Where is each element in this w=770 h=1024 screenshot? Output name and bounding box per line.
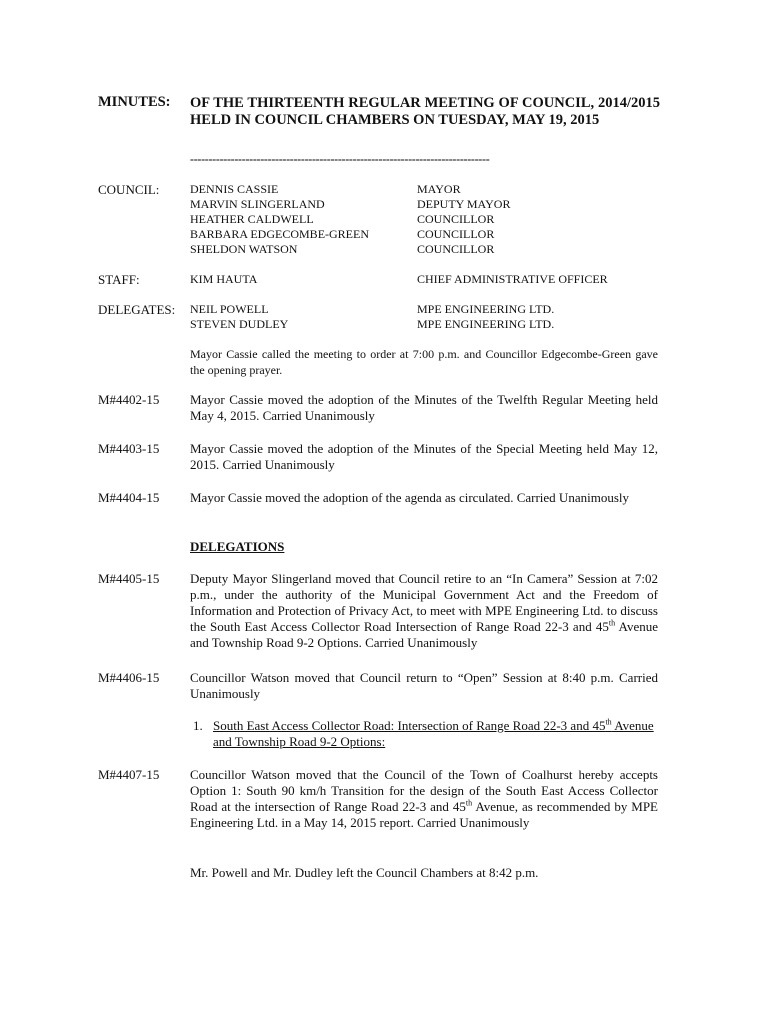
agenda-item-text-part: Avenue and Township Road 9-2 Options:: [213, 718, 654, 749]
council-member-name: SHELDON WATSON: [190, 242, 298, 256]
staff-member-title: CHIEF ADMINISTRATIVE OFFICER: [417, 272, 608, 286]
delegate-names: [190, 302, 288, 332]
header-title: OF THE THIRTEENTH REGULAR MEETING OF COUNCIL, 2014/2015 HELD IN COUNCIL CHAMBERS ON TUESDAY, MAY 19, 2015: [190, 95, 660, 128]
motion-text: Councillor Watson moved that Council return to “Open” Session at 8:40 p.m. Carried Unanimously: [190, 670, 658, 701]
motion-number: M#4407-15: [98, 767, 160, 782]
motion-number: M#4406-15: [98, 670, 160, 685]
motion-text: [190, 571, 658, 651]
council-member-name: DENNIS CASSIE: [190, 182, 279, 196]
call-to-order: Mayor Cassie called the meeting to order at 7:00 p.m. and Councillor Edgecombe-Green gave the opening prayer.: [190, 347, 658, 377]
motion-text: Mayor Cassie moved the adoption of the Minutes of the Twelfth Regular Meeting held May 4, 2015. Carried Unanimously: [190, 392, 658, 423]
agenda-item-text-part: South East Access Collector Road: Intersection of Range Road 22-3 and 45: [213, 718, 606, 733]
motion-text: Mayor Cassie moved the adoption of the Minutes of the Special Meeting held May 12, 2015. Carried Unanimously: [190, 441, 658, 472]
council-member-name: HEATHER CALDWELL: [190, 212, 314, 226]
council-member-title: DEPUTY MAYOR: [417, 197, 511, 211]
council-names: [190, 182, 369, 257]
motion-number: M#4402-15: [98, 392, 160, 407]
staff-titles: [417, 272, 608, 287]
motion-number: M#4404-15: [98, 490, 160, 505]
motion-text: [190, 767, 658, 831]
motion-text-part: Avenue, as recommended by MPE Engineering Ltd. in a May 14, 2015 report. Carried Unanimously: [190, 799, 658, 830]
delegate-name: STEVEN DUDLEY: [190, 317, 289, 331]
council-label: COUNCIL:: [98, 182, 160, 197]
ordinal-suffix: th: [465, 798, 473, 808]
delegations-heading: DELEGATIONS: [190, 539, 285, 554]
council-member-title: COUNCILLOR: [417, 227, 495, 241]
staff-names: [190, 272, 257, 287]
motion-text-part: Avenue and Township Road 9-2 Options. Carried Unanimously: [190, 619, 658, 650]
motion-text: Mayor Cassie moved the adoption of the agenda as circulated. Carried Unanimously: [190, 490, 629, 505]
header-label: MINUTES:: [98, 94, 171, 110]
council-member-title: MAYOR: [417, 182, 461, 196]
ordinal-suffix: th: [605, 717, 612, 727]
motion-text-part: Deputy Mayor Slingerland moved that Council retire to an “In Camera” Session at 7:02 p.m., under the authority of the Municipal Government Act and the Freedom of Information and Protection of Privacy Act, to meet with MPE Engineering Ltd. to discuss the South East Access Collector Road Intersection of Range Road 22-3 and 45: [190, 571, 658, 634]
delegate-title: MPE ENGINEERING LTD.: [417, 317, 555, 331]
delegate-name: NEIL POWELL: [190, 302, 269, 316]
motion-text-part: Councillor Watson moved that the Council of the Town of Coalhurst hereby accepts Option 1: South 90 km/h Transition for the design of the South East Access Collector Road at the intersection of Range Road 22-3 and 45: [190, 767, 658, 814]
motion-number: M#4403-15: [98, 441, 160, 456]
ordinal-suffix: th: [608, 618, 616, 628]
header-rule: ---------------------------------------------------------------------------------: [190, 152, 490, 166]
motion-number: M#4405-15: [98, 571, 160, 586]
council-titles: [417, 182, 510, 257]
agenda-item-title: [213, 718, 658, 750]
council-member-title: COUNCILLOR: [417, 242, 495, 256]
staff-member-name: KIM HAUTA: [190, 272, 258, 286]
agenda-item-number: 1.: [193, 718, 203, 733]
delegate-titles: [417, 302, 554, 332]
council-member-name: MARVIN SLINGERLAND: [190, 197, 325, 211]
delegates-label: DELEGATES:: [98, 302, 176, 317]
closing-note: Mr. Powell and Mr. Dudley left the Council Chambers at 8:42 p.m.: [190, 865, 539, 880]
council-member-title: COUNCILLOR: [417, 212, 495, 226]
council-member-name: BARBARA EDGECOMBE-GREEN: [190, 227, 370, 241]
staff-label: STAFF:: [98, 272, 140, 287]
delegate-title: MPE ENGINEERING LTD.: [417, 302, 555, 316]
